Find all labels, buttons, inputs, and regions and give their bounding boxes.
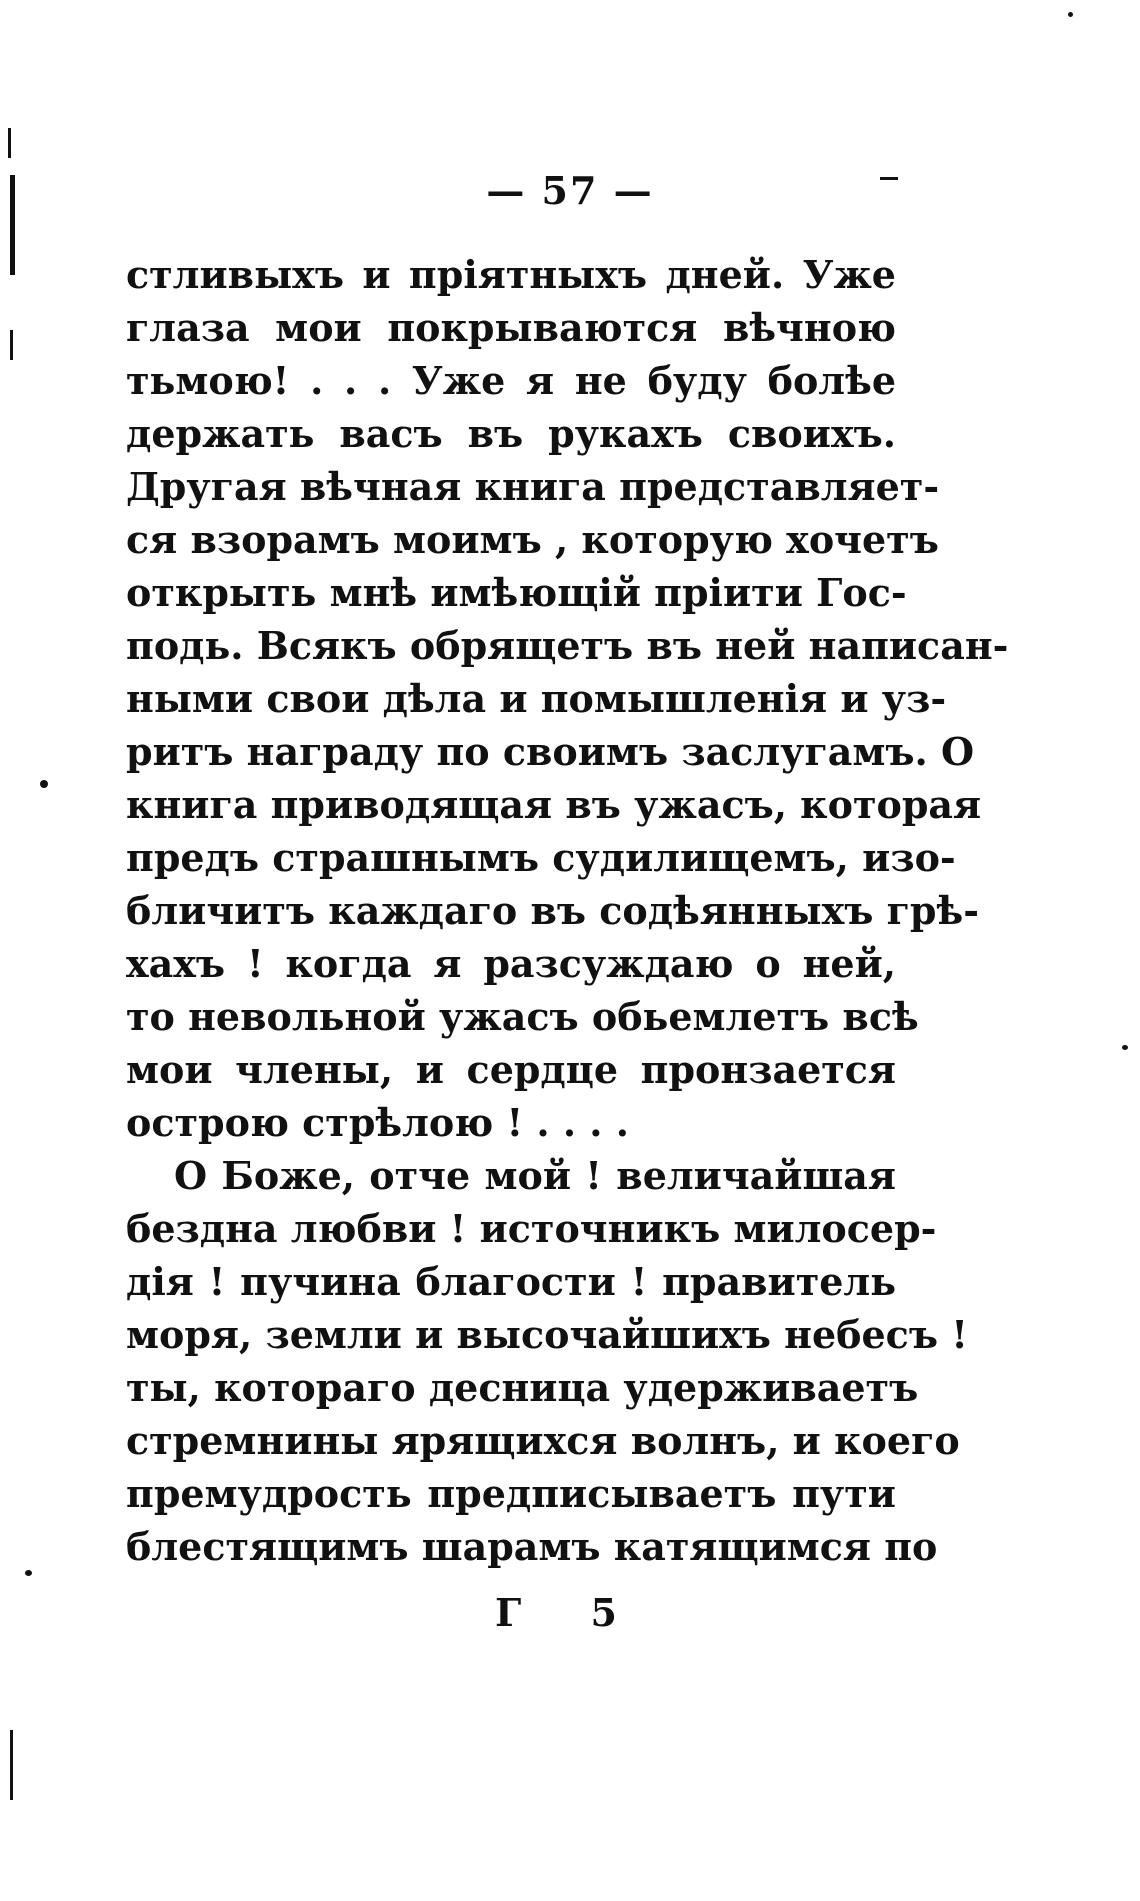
signature-mark: Г 5 bbox=[495, 1590, 645, 1635]
text-line: ты, котораго десница удерживаетъ bbox=[126, 1365, 919, 1410]
text-line: ритъ награду по своимъ заслугамъ. О bbox=[126, 729, 975, 774]
text-line: ными свои дѣла и помышленія и уз- bbox=[126, 676, 947, 721]
text-line: стремнины ярящихся волнъ, и коего bbox=[126, 1418, 960, 1463]
page-number-header: — 57 — bbox=[486, 168, 654, 213]
text-line: моря, земли и высочайшихъ небесъ ! bbox=[126, 1312, 968, 1357]
text-line: бличитъ каждаго въ содѣянныхъ грѣ- bbox=[126, 888, 979, 933]
scan-speck bbox=[1122, 1045, 1128, 1050]
text-line: О Боже, отче мой ! величайшая bbox=[174, 1153, 896, 1198]
text-line: глаза мои покрываются вѣчною bbox=[126, 305, 896, 350]
text-line: премудрость предписываетъ пути bbox=[126, 1471, 896, 1516]
text-line: ся взорамъ моимъ , которую хочетъ bbox=[126, 517, 939, 562]
text-line: предъ страшнымъ судилищемъ, изо- bbox=[126, 835, 956, 880]
scan-speck bbox=[880, 177, 898, 180]
scan-edge-mark bbox=[8, 128, 11, 158]
text-line: блестящимъ шарамъ катящимся по bbox=[126, 1524, 938, 1569]
scan-edge-mark bbox=[10, 330, 13, 360]
text-line: мои члены, и сердце пронзается bbox=[126, 1047, 896, 1092]
text-block bbox=[126, 248, 1009, 1573]
text-line: стливыхъ и пріятныхъ дней. Уже bbox=[126, 252, 896, 297]
text-line: подь. Всякъ обрящетъ въ ней написан- bbox=[126, 623, 1009, 668]
text-line: держать васъ въ рукахъ своихъ. bbox=[126, 411, 896, 456]
text-line: Другая вѣчная книга представляет- bbox=[126, 464, 940, 509]
scan-edge-mark bbox=[10, 1730, 13, 1800]
text-line: тьмою! . . . Уже я не буду болѣе bbox=[126, 358, 896, 403]
text-line: острою стрѣлою ! . . . . bbox=[126, 1100, 629, 1145]
text-line: бездна любви ! источникъ милосер- bbox=[126, 1206, 937, 1251]
scan-speck bbox=[40, 780, 48, 788]
text-line: то невольной ужасъ обьемлетъ всѣ bbox=[126, 994, 919, 1039]
scan-speck bbox=[25, 1570, 32, 1576]
scan-edge-mark bbox=[10, 175, 15, 275]
text-line: открыть мнѣ имѣющій пріити Гос- bbox=[126, 570, 907, 615]
text-line: книга приводящая въ ужасъ, которая bbox=[126, 782, 982, 827]
text-line: дія ! пучина благости ! правитель bbox=[126, 1259, 896, 1304]
text-line: хахъ ! когда я разсуждаю о ней, bbox=[126, 941, 896, 986]
scan-speck bbox=[1068, 12, 1073, 17]
